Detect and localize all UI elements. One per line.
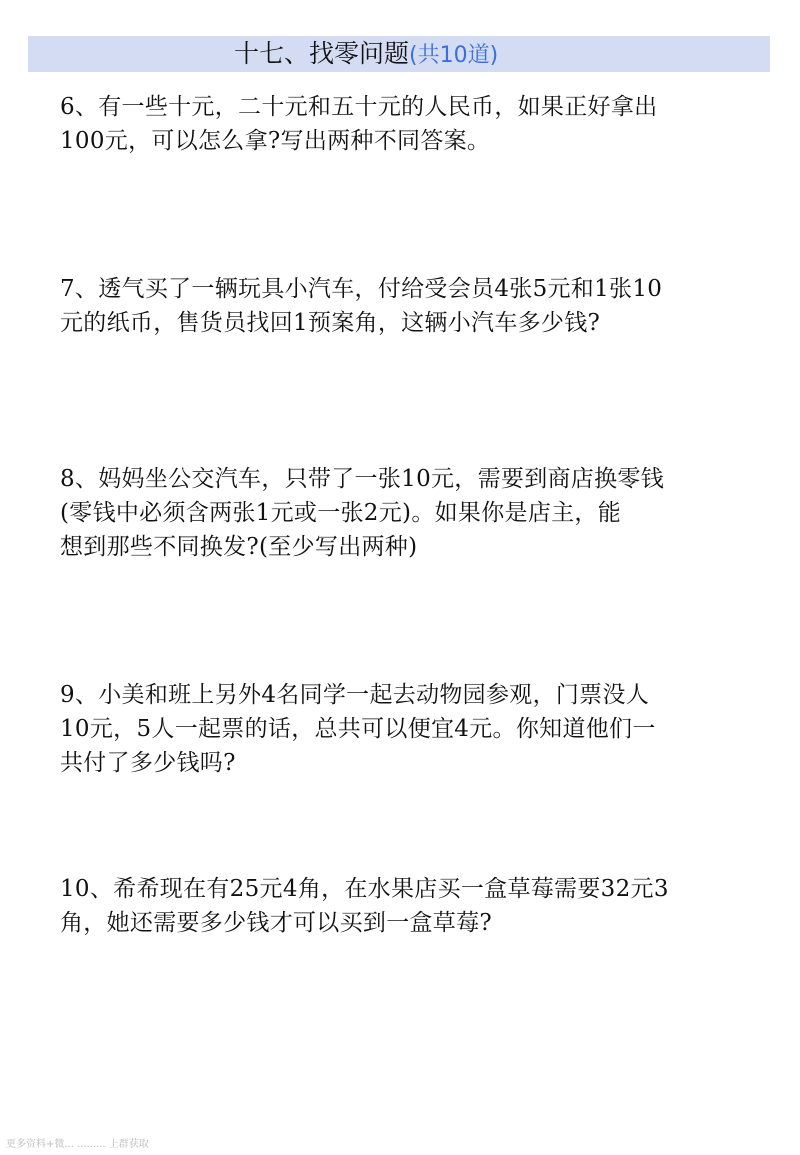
question-line: 共付了多少钱吗?: [60, 750, 236, 776]
question-line: 10元，5人一起票的话，总共可以便宜4元。你知道他们一: [60, 716, 656, 742]
question-7: [60, 272, 760, 340]
question-line: 10、希希现在有25元4角，在水果店买一盒草莓需要32元3: [60, 876, 669, 902]
title-bar: [28, 36, 770, 72]
question-count: (共10道): [409, 43, 499, 68]
question-10: [60, 872, 760, 940]
page-title: [234, 38, 498, 72]
question-line: 角，她还需要多少钱才可以买到一盒草莓?: [60, 910, 493, 936]
question-line: (零钱中必须含两张1元或一张2元)。如果你是店主，能: [60, 500, 622, 526]
question-line: 6、有一些十元，二十元和五十元的人民币，如果正好拿出: [60, 94, 658, 120]
question-line: 9、小美和班上另外4名同学一起去动物园参观，门票没人: [60, 682, 650, 708]
footer-watermark: 更多资料+微... ......... 上群获取: [6, 1139, 149, 1150]
question-line: 100元，可以怎么拿?写出两种不同答案。: [60, 128, 491, 154]
question-line: 元的纸币，售货员找回1预案角，这辆小汽车多少钱?: [60, 310, 601, 336]
question-9: [60, 678, 760, 780]
question-line: 7、透气买了一辆玩具小汽车，付给受会员4张5元和1张10: [60, 276, 663, 302]
question-line: 想到那些不同换发?(至少写出两种): [60, 534, 418, 560]
title-text: 十七、找零问题: [234, 39, 410, 68]
question-8: [60, 462, 760, 564]
question-6: [60, 90, 760, 158]
question-line: 8、妈妈坐公交汽车，只带了一张10元，需要到商店换零钱: [60, 466, 664, 492]
